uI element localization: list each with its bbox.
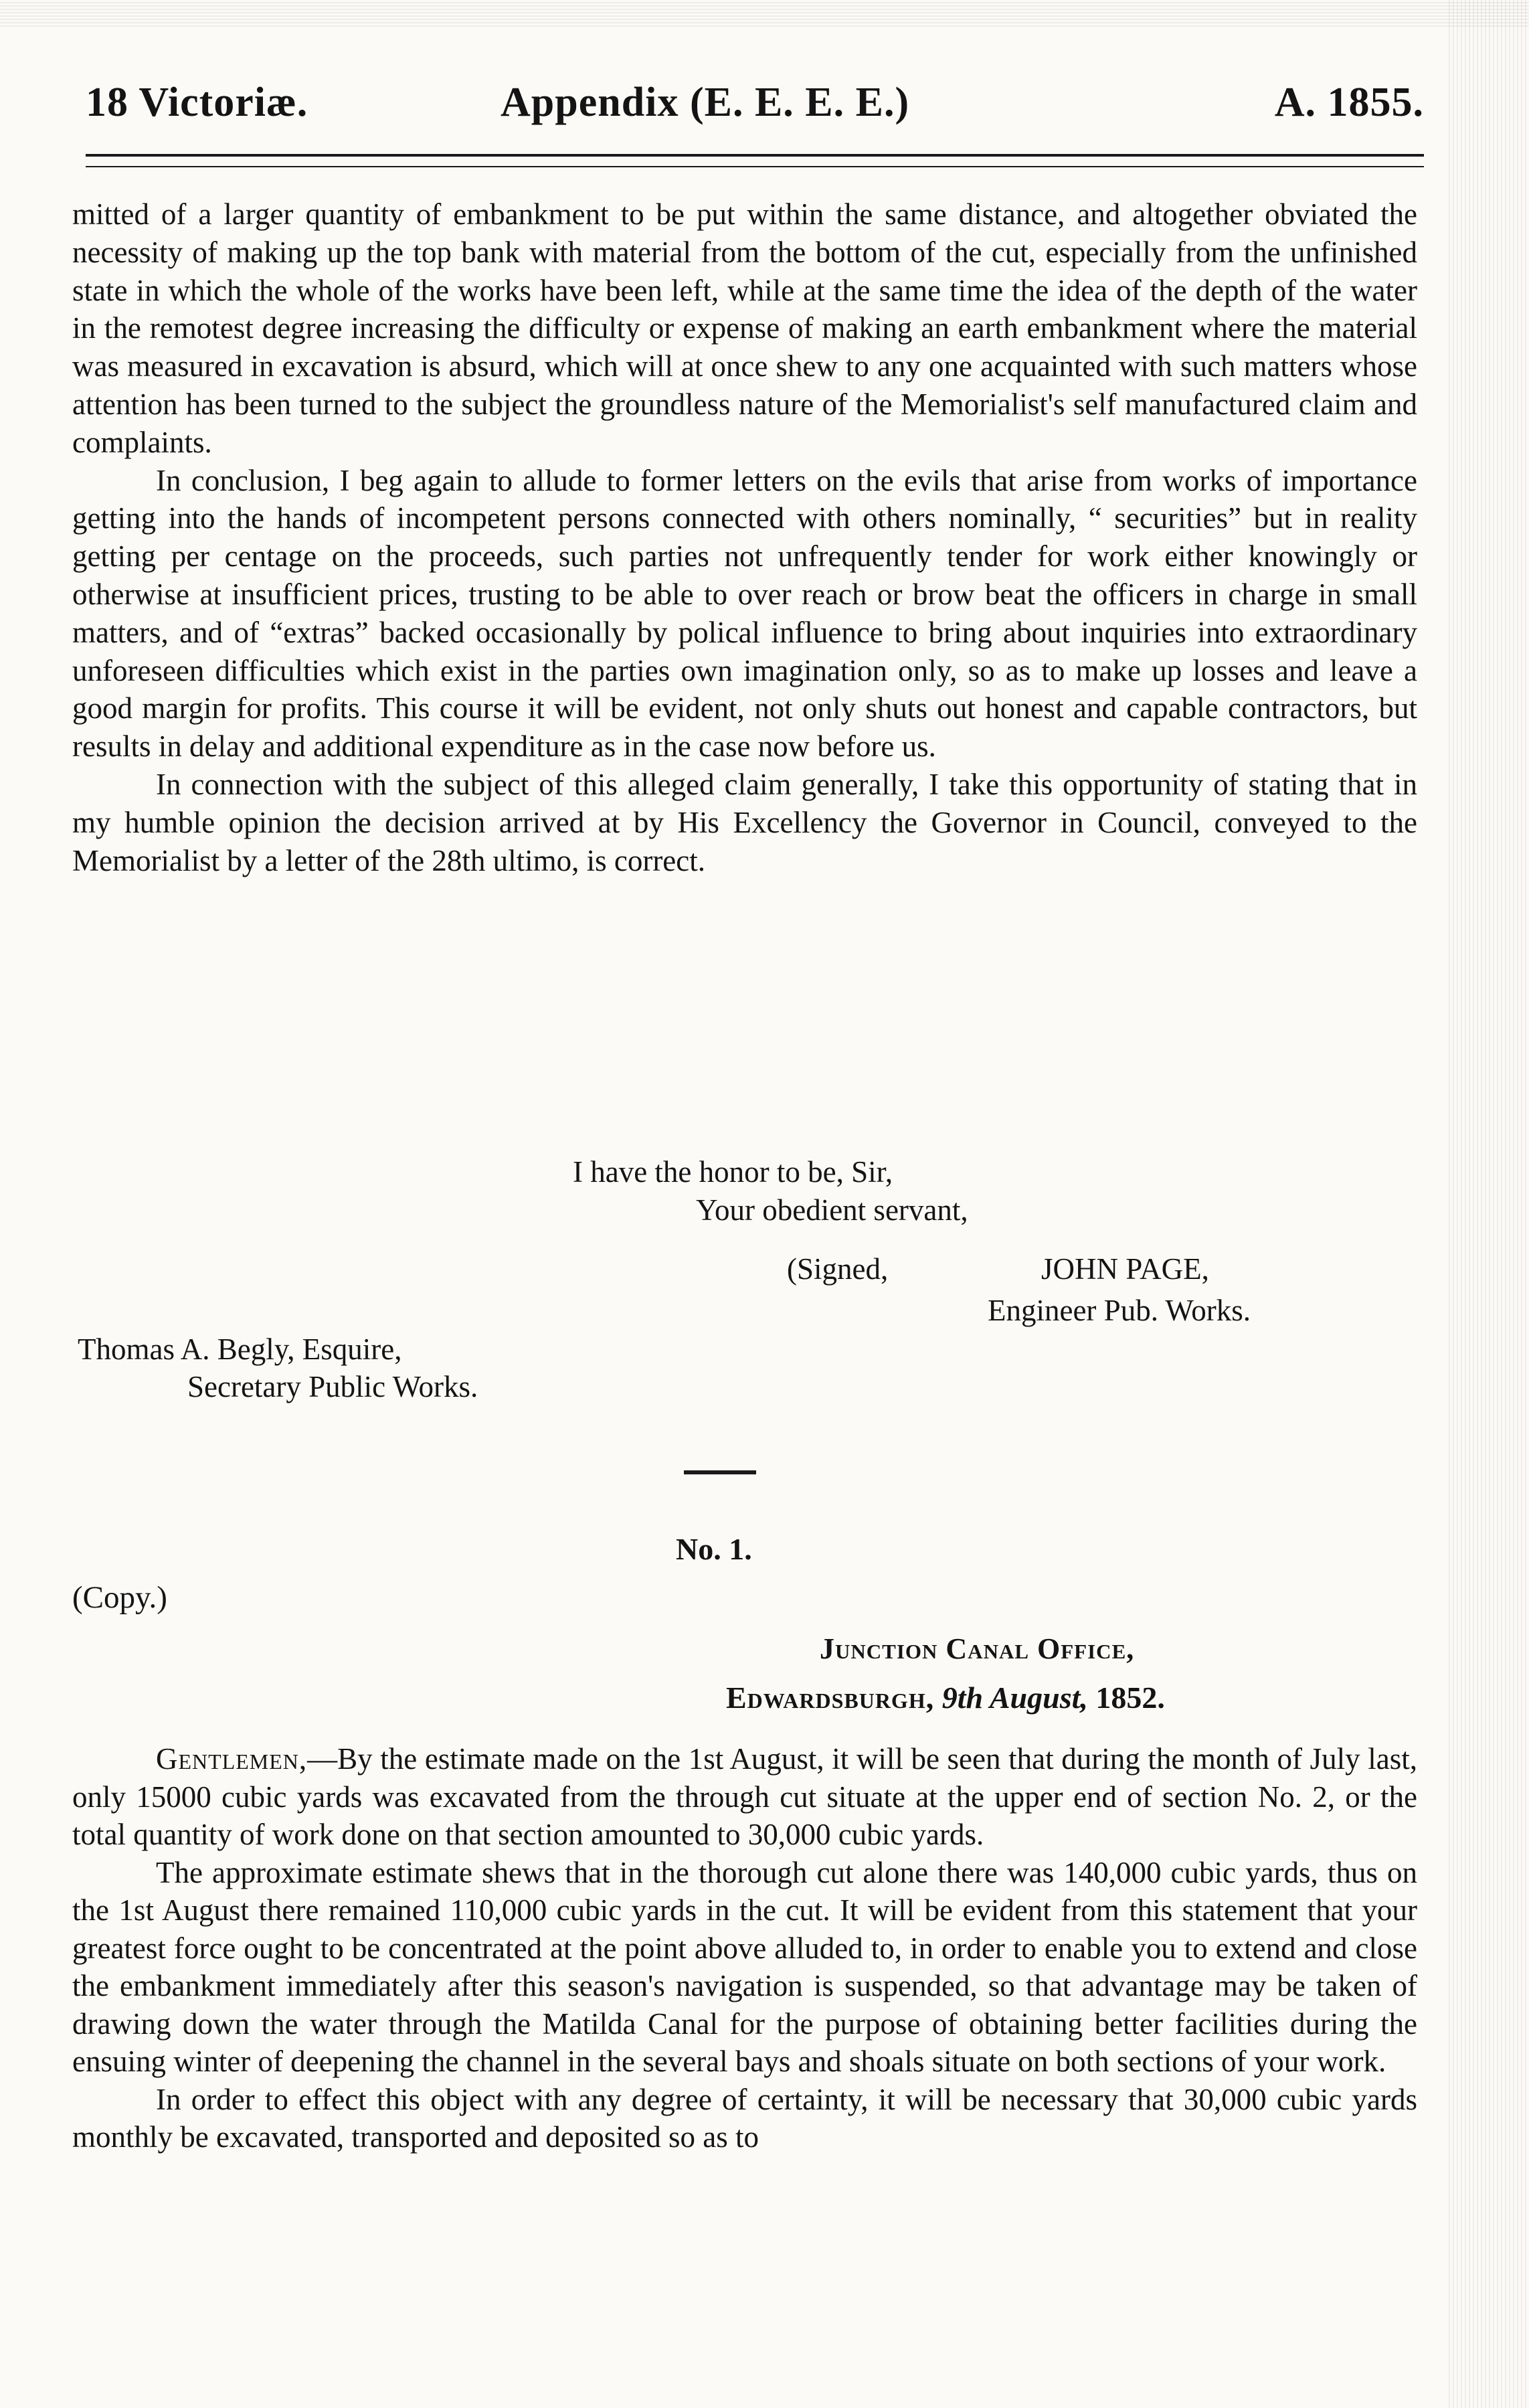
scan-noise-top	[0, 0, 1529, 27]
header-appendix: Appendix (E. E. E. E.)	[501, 80, 910, 125]
letter-date: 9th August,	[941, 1681, 1088, 1715]
header-year: A. 1855.	[1274, 80, 1424, 125]
body-paragraph-3: In connection with the subject of this alleged claim generally, I take this opportunity of stating that in my humble opinion the decision arrived at by His Excellency the Governor in Council, conveyed to the Memorialist by a letter of the 28th ultimo, is correct.	[72, 767, 1417, 877]
addressee-name: Thomas A. Begly, Esquire,	[78, 1332, 402, 1366]
salutation: Gentlemen,	[156, 1742, 308, 1776]
closing-line-1: I have the honor to be, Sir,	[573, 1155, 893, 1189]
second-letter-paragraph-3: In order to effect this object with any degree of certainty, it will be necessary that 30,000 cubic yards monthly be excavated, transported and deposited so as to	[72, 2082, 1417, 2154]
signatory-title: Engineer Pub. Works.	[988, 1294, 1251, 1327]
place-name: Edwardsburgh,	[726, 1681, 935, 1715]
place-date	[726, 1680, 1165, 1715]
body-paragraph-1: mitted of a larger quantity of embankment to be put within the same distance, and altogether obviated the necessity of making up the top bank with material from the bottom of the cut, especially from the unfinished state in which the whole of the works have been left, while at the same time the idea of the depth of the water in the remotest degree increasing the difficulty or expense of making an earth embankment where the material was measured in excavation is absurd, which will at once shew to any one acquainted with such matters whose attention has been turned to the subject the groundless nature of the Memorialist's self manufactured claim and complaints.	[72, 197, 1417, 459]
letter-year: 1852.	[1095, 1681, 1165, 1715]
running-header	[86, 79, 1424, 139]
signatory-name: JOHN PAGE,	[1041, 1252, 1209, 1286]
second-letter-paragraph-1	[72, 1740, 1417, 1854]
letter-body	[72, 195, 1417, 879]
copy-label: (Copy.)	[72, 1580, 167, 1615]
second-letter-paragraph-2: The approximate estimate shews that in the thorough cut alone there was 140,000 cubic yards, thus on the 1st August there remained 110,000 cubic yards in the cut. It will be evident from this statement that your greatest force ought to be concentrated at the point above alluded to, in order to enable you to extend and close the embankment immediately after this season's navigation is suspended, so that advantage may be taken of drawing down the water through the Matilda Canal for the purpose of obtaining better facilities during the ensuing winter of deepening the channel in the several bays and shoals situate on both sections of your work.	[72, 1855, 1417, 2078]
closing-line-2: Your obedient servant,	[696, 1193, 968, 1227]
document-number: No. 1.	[676, 1532, 752, 1566]
header-rule	[86, 154, 1424, 167]
body-paragraph-2: In conclusion, I beg again to allude to former letters on the evils that arise from works of importance getting into the hands of incompetent persons connected with others nominally, “ securities” but in reality getting per centage on the proceeds, such parties not unfrequently tender for work either knowingly or otherwise at insufficient prices, trusting to be able to over reach or brow beat the officers in charge in small matters, and of “extras” backed occasionally by polical influence to bring about inquiries into extraordinary unforeseen difficulties which exist in the parties own imagination only, so as to make up losses and leave a good margin for profits. This course it will be evident, not only shuts out honest and capable contractors, but results in delay and additional expenditure as in the case now before us.	[72, 463, 1417, 764]
office-address: Junction Canal Office,	[820, 1632, 1135, 1665]
second-letter-paragraph-1-text: —By the estimate made on the 1st August, it will be seen that during the month of July last, only 15000 cubic yards was excavated from the through cut situate at the upper end of section No. 2, or the total quantity of work done on that section amounted to 30,000 cubic yards.	[72, 1742, 1417, 1851]
scan-noise-edge	[1449, 0, 1529, 2408]
signed-label: (Signed,	[787, 1252, 889, 1286]
section-divider	[684, 1470, 756, 1474]
header-session: 18 Victoriæ.	[86, 80, 308, 125]
addressee-title: Secretary Public Works.	[187, 1370, 478, 1403]
second-letter-body	[72, 1740, 1417, 2156]
